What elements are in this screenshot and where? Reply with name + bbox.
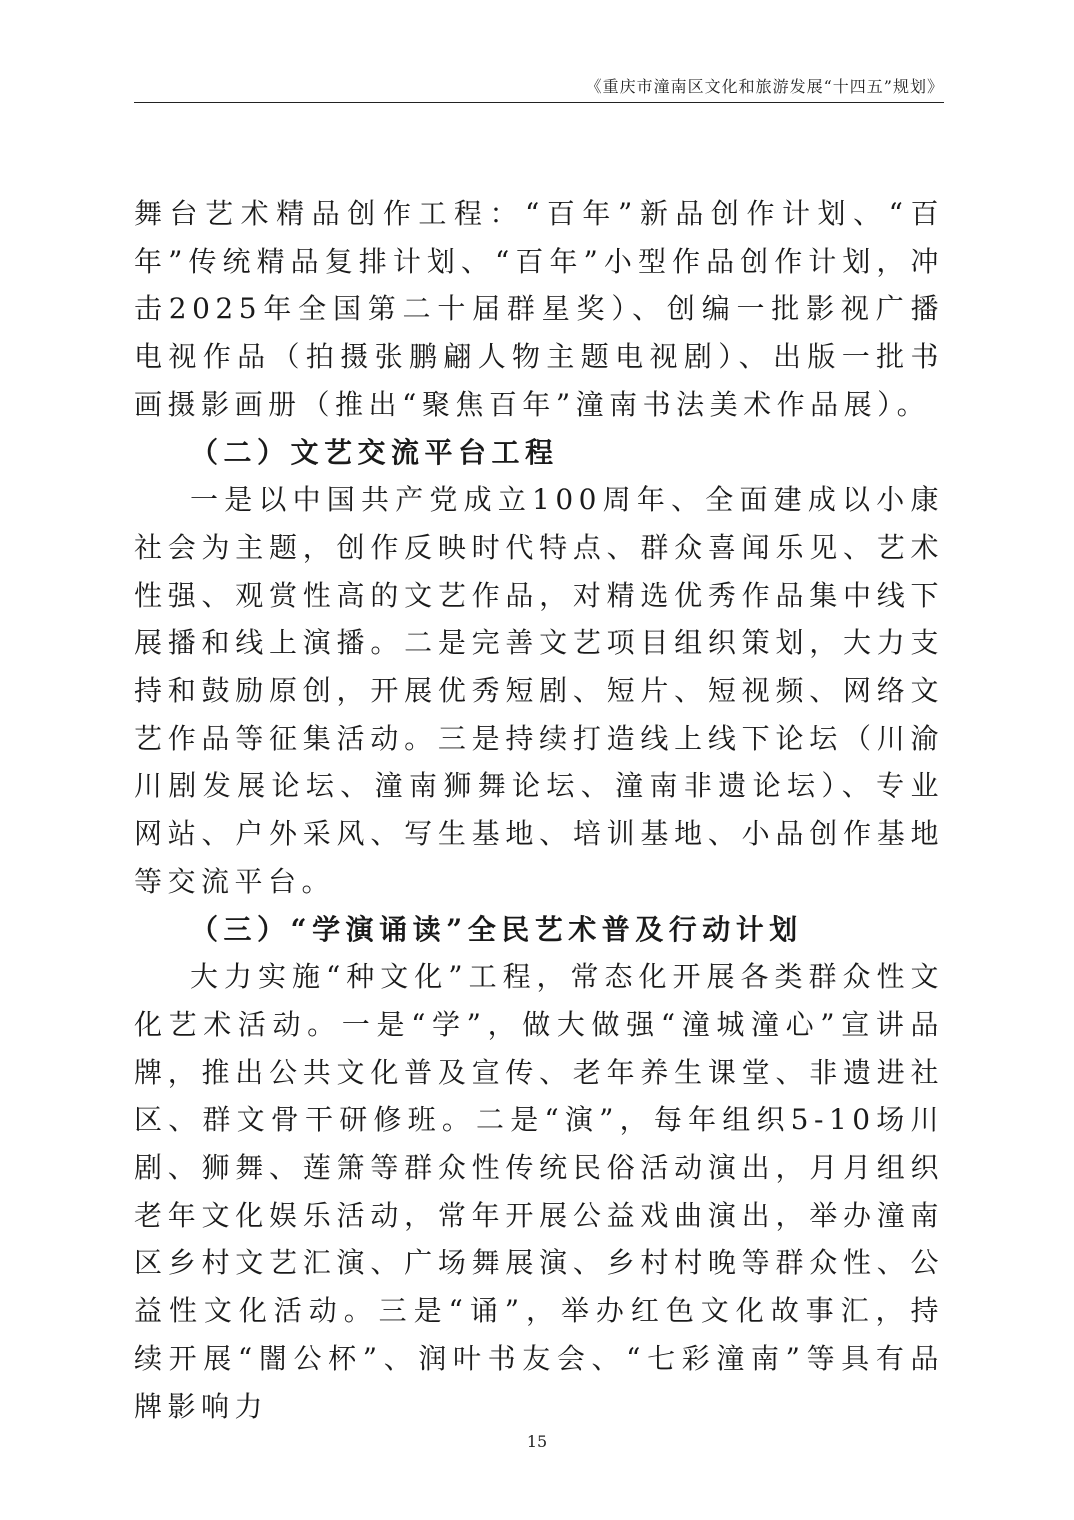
page-header bbox=[134, 74, 944, 103]
paragraph-exchange-platform: 一是以中国共产党成立100周年、全面建成以小康社会为主题，创作反映时代特点、群众喜闻乐见、艺术性强、观赏性高的文艺作品，对精选优秀作品集中线下展播和线上演播。二是完善文艺项目组织策划，大力支持和鼓励原创，开展优秀短剧、短片、短视频、网络文艺作品等征集活动。三是持续打造线上线下论坛（川渝川剧发展论坛、潼南狮舞论坛、潼南非遗论坛）、专业网站、户外采风、写生基地、培训基地、小品创作基地等交流平台。 bbox=[134, 483, 944, 898]
document-title: 《重庆市潼南区文化和旅游发展“十四五”规划》 bbox=[585, 77, 944, 96]
section-heading-3: （三）“学演诵读”全民艺术普及行动计划 bbox=[190, 912, 803, 946]
paragraph-art-popularization: 大力实施“种文化”工程，常态化开展各类群众性文化艺术活动。一是“学”，做大做强“潼城潼心”宣讲品牌，推出公共文化普及宣传、老年养生课堂、非遗进社区、群文骨干研修班。二是“演”，每年组织5-10场川剧、狮舞、莲箫等群众性传统民俗活动演出，月月组织老年文化娱乐活动，常年开展公益戏曲演出，举办潼南区乡村文艺汇演、广场舞展演、乡村村晚等群众性、公益性文化活动。三是“诵”，举办红色文化故事汇，持续开展“闇公杯”、润叶书友会、“七彩潼南”等具有品牌影响力 bbox=[134, 960, 944, 1423]
page-number: 15 bbox=[526, 1432, 548, 1451]
paragraph-stage-art: 舞台艺术精品创作工程：“百年”新品创作计划、“百年”传统精品复排计划、“百年”小型作品创作计划，冲击2025年全国第二十届群星奖）、创编一批影视广播电视作品（拍摄张鹏翩人物主题电视剧）、出版一批书画摄影画册（推出“聚焦百年”潼南书法美术作品展）。 bbox=[134, 197, 944, 421]
document-body bbox=[134, 190, 944, 1430]
section-heading-2: （二）文艺交流平台工程 bbox=[190, 435, 559, 469]
